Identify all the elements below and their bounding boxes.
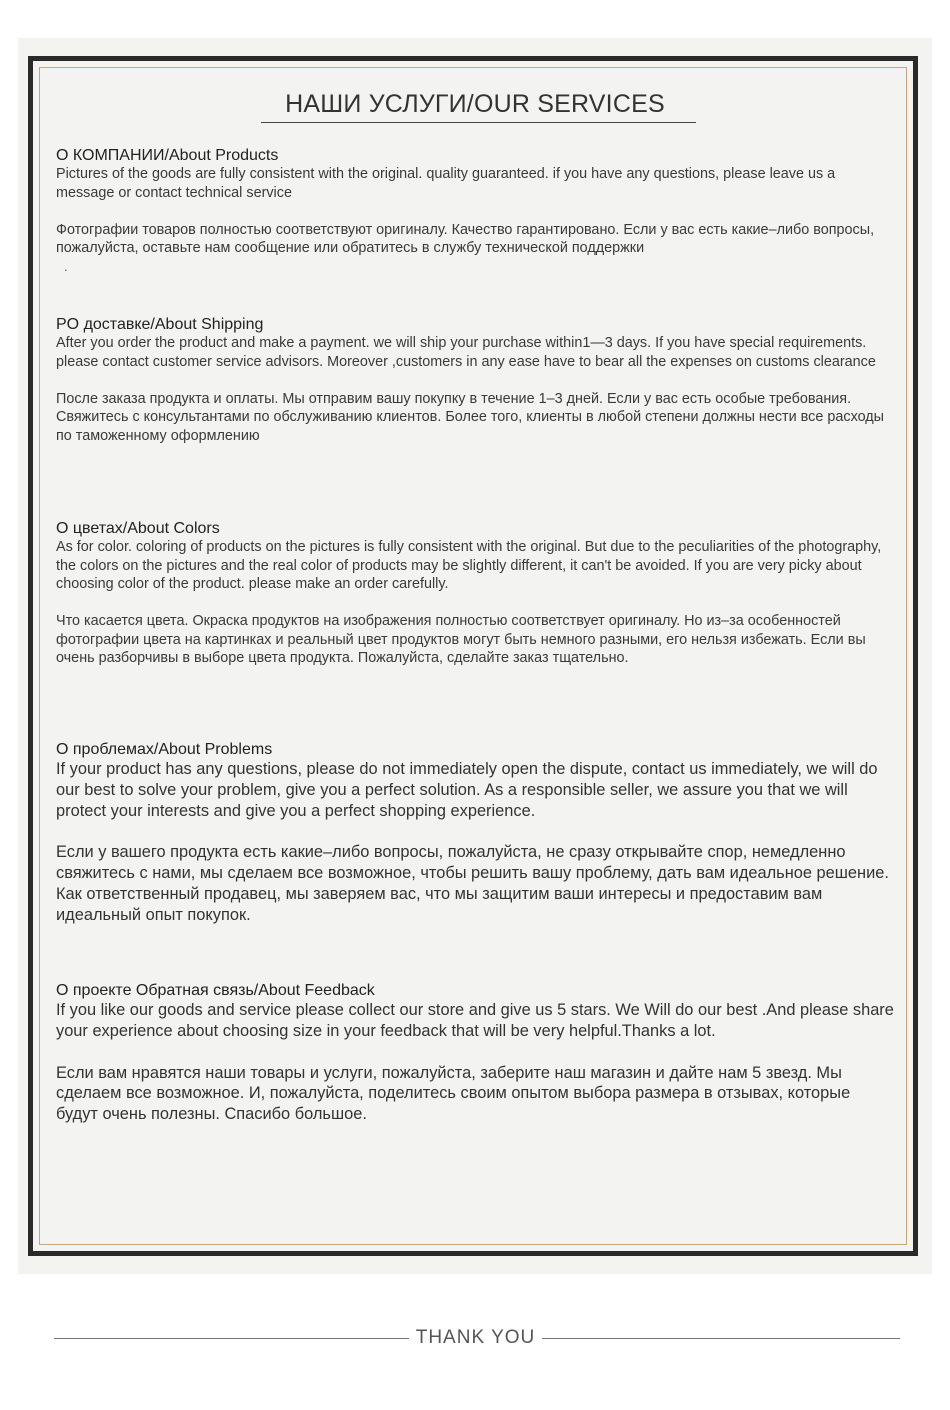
section-text-en: If your product has any questions, please do not immediately open the dispute, contact us immediately, we will do our best to solve your problem, give you a perfect solution. As a responsible seller, we assure you that we will protect your interests and give you a perfect shopping experience.	[56, 760, 878, 820]
section-text-ru: После заказа продукта и оплаты. Мы отправим вашу покупку в течение 1–3 дней. Если у вас есть особые требования. Свяжитесь с консультантами по обслуживанию клиентов. Более того, клиенты в любой степени должны нести все расходы по таможенному оформлению	[56, 390, 885, 444]
footer-divider-left	[54, 1338, 409, 1339]
section-text-ru: Если у вашего продукта есть какие–либо вопросы, пожалуйста, не сразу открывайте спор, немедленно свяжитесь с нами, мы сделаем все возможное, чтобы решить вашу проблему, дать вам идеальное решение. Как ответственный продавец, мы заверяем вас, что мы защитим ваши интересы и предоставим вам идеальный опыт покупок.	[56, 843, 889, 924]
page-title: НАШИ УСЛУГИ/OUR SERVICES	[285, 90, 665, 118]
section-about-colors	[56, 519, 896, 668]
section-about-shipping	[56, 315, 896, 445]
section-heading: PO доставке/About Shipping	[56, 316, 264, 333]
section-heading: О цветах/About Colors	[56, 520, 220, 537]
section-text-en: As for color. coloring of products on the pictures is fully consistent with the original. But due to the peculiarities of the photography, the colors on the pictures and the real color of products may be slightly different, it can't be avoided. If you are very picky about choosing color of the product. please make an order carefully.	[56, 539, 882, 592]
thank-you-footer	[54, 1328, 900, 1348]
section-about-feedback	[56, 981, 896, 1125]
section-extra-mark: .	[64, 258, 68, 274]
section-text-ru: Что касается цвета. Окраска продуктов на изображения полностью соответствует оригиналу. Но из–за особенностей фотографии цвета на картинках и реальный цвет продуктов могут быть немного разными, его нельзя избежать. Если вы очень разборчивы в выборе цвета продукта. Пожалуйста, сделайте заказ тщательно.	[56, 613, 866, 666]
section-heading: О проблемах/About Problems	[56, 741, 273, 758]
section-text-en: After you order the product and make a payment. we will ship your purchase within1—3 days. If you have special requirements. please contact customer service advisors. Moreover ,customers in any ease have to bear all the expenses on customs clearance	[56, 335, 876, 370]
section-about-problems	[56, 740, 896, 926]
section-heading: О проекте Обратная связь/About Feedback	[56, 982, 375, 999]
section-about-products	[56, 146, 896, 276]
title-underline	[261, 122, 696, 123]
thank-you-text: THANK YOU	[415, 1327, 536, 1348]
section-heading: О КОМПАНИИ/About Products	[56, 147, 279, 164]
section-text-ru: Если вам нравятся наши товары и услуги, пожалуйста, заберите наш магазин и дайте нам 5 звезд. Мы сделаем все возможное. И, пожалуйста, поделитесь своим опытом выбора размера в отзывах, которые будут очень полезны. Спасибо большое.	[56, 1063, 851, 1124]
services-panel	[18, 38, 932, 1274]
section-text-ru: Фотографии товаров полностью соответствуют оригиналу. Качество гарантировано. Если у вас есть какие–либо вопросы, пожалуйста, оставьте нам сообщение или обратитесь в службу технической поддержки	[56, 221, 875, 256]
section-text-en: If you like our goods and service please collect our store and give us 5 stars. We Will do our best .And please share your experience about choosing size in your feedback that will be very helpful.Thanks a lot.	[56, 1001, 894, 1040]
section-text-en: Pictures of the goods are fully consistent with the original. quality guaranteed. if you have any questions, please leave us a message or contact technical service	[56, 166, 836, 201]
footer-divider-right	[542, 1338, 900, 1339]
